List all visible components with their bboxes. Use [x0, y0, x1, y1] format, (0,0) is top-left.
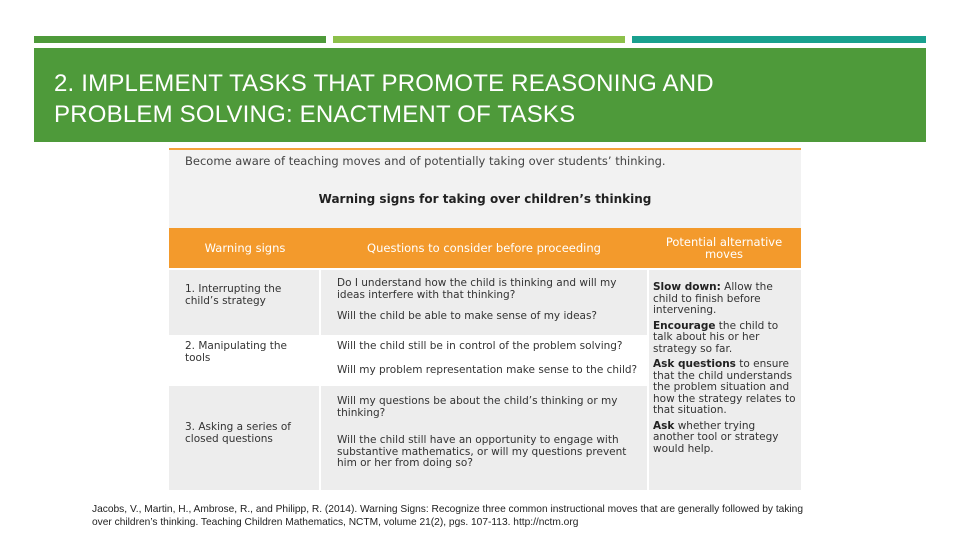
column-divider-2	[647, 270, 649, 490]
accent-bar-green	[34, 36, 326, 43]
sign-manipulating: 2. Manipulating the tools	[169, 337, 319, 384]
slide-title	[54, 68, 914, 130]
sign-closed-questions: 3. Asking a series of closed questions	[169, 386, 319, 490]
aware-text: Become aware of teaching moves and of potentially taking over students’ thinking.	[185, 154, 666, 168]
citation-line2: over children’s thinking. Teaching Children Mathematics, NCTM, volume 21(2), pgs. 107-113. http://nctm.org	[92, 517, 579, 528]
figure-intro	[169, 148, 801, 230]
question-3: Will the child still be in control of the problem solving?	[337, 340, 623, 352]
question-6: Will the child still have an opportunity to engage with substantive mathematics, or will my questions prevent him or her from doing so?	[337, 434, 627, 469]
question-1: Do I understand how the child is thinking and will my ideas interfere with that thinking?	[337, 277, 617, 301]
header-questions: Questions to consider before proceeding	[367, 241, 601, 255]
move-encourage-label: Encourage	[653, 319, 716, 332]
row-divider-1	[169, 335, 647, 337]
warning-signs-figure	[169, 148, 801, 490]
column-divider-1	[319, 270, 321, 490]
move-slow-down-label: Slow down:	[653, 281, 721, 293]
move-slow-down-text: Allow the child to finish before intervening.	[653, 281, 773, 316]
accent-bar-lime	[333, 36, 625, 43]
slide-title-line1: 2. IMPLEMENT TASKS THAT PROMOTE REASONING AND	[54, 70, 714, 97]
move-ask-label: Ask	[653, 419, 675, 432]
citation	[92, 503, 882, 529]
slide-title-line2: PROBLEM SOLVING: ENACTMENT OF TASKS	[54, 101, 576, 128]
move-ask-questions	[653, 359, 797, 417]
questions-row1	[321, 270, 647, 335]
table-header-row	[169, 228, 801, 268]
table-title: Warning signs for taking over children’s thinking	[318, 192, 652, 206]
move-encourage	[653, 321, 797, 356]
sign-interrupting: 1. Interrupting the child’s strategy	[169, 270, 319, 335]
move-ask-questions-label: Ask questions	[653, 358, 736, 370]
question-4: Will my problem representation make sense to the child?	[337, 363, 638, 376]
accent-bar-teal	[632, 36, 926, 43]
move-encourage-text: the child to talk about his or her strategy so far.	[653, 319, 779, 355]
move-ask-text: whether trying another tool or strategy would help.	[653, 419, 779, 455]
row-divider-2	[169, 384, 647, 386]
question-5: Will my questions be about the child’s thinking or my thinking?	[337, 395, 618, 419]
header-alternative-moves: Potential alternative moves	[665, 235, 783, 261]
citation-line1: Jacobs, V., Martin, H., Ambrose, R., and Philipp, R. (2014). Warning Signs: Recognize three common instructional moves that are generally followed by taking	[92, 504, 804, 515]
question-2: Will the child be able to make sense of my ideas?	[337, 310, 598, 322]
title-band	[34, 48, 926, 142]
questions-row2	[321, 337, 647, 384]
header-warning-signs: Warning signs	[204, 241, 286, 255]
questions-row3	[321, 386, 647, 490]
move-ask-questions-text: to ensure that the child understands the problem situation and how the strategy relates to that situation.	[653, 358, 796, 416]
move-slow-down	[653, 282, 797, 317]
alternative-moves	[649, 270, 801, 490]
move-ask	[653, 421, 797, 456]
